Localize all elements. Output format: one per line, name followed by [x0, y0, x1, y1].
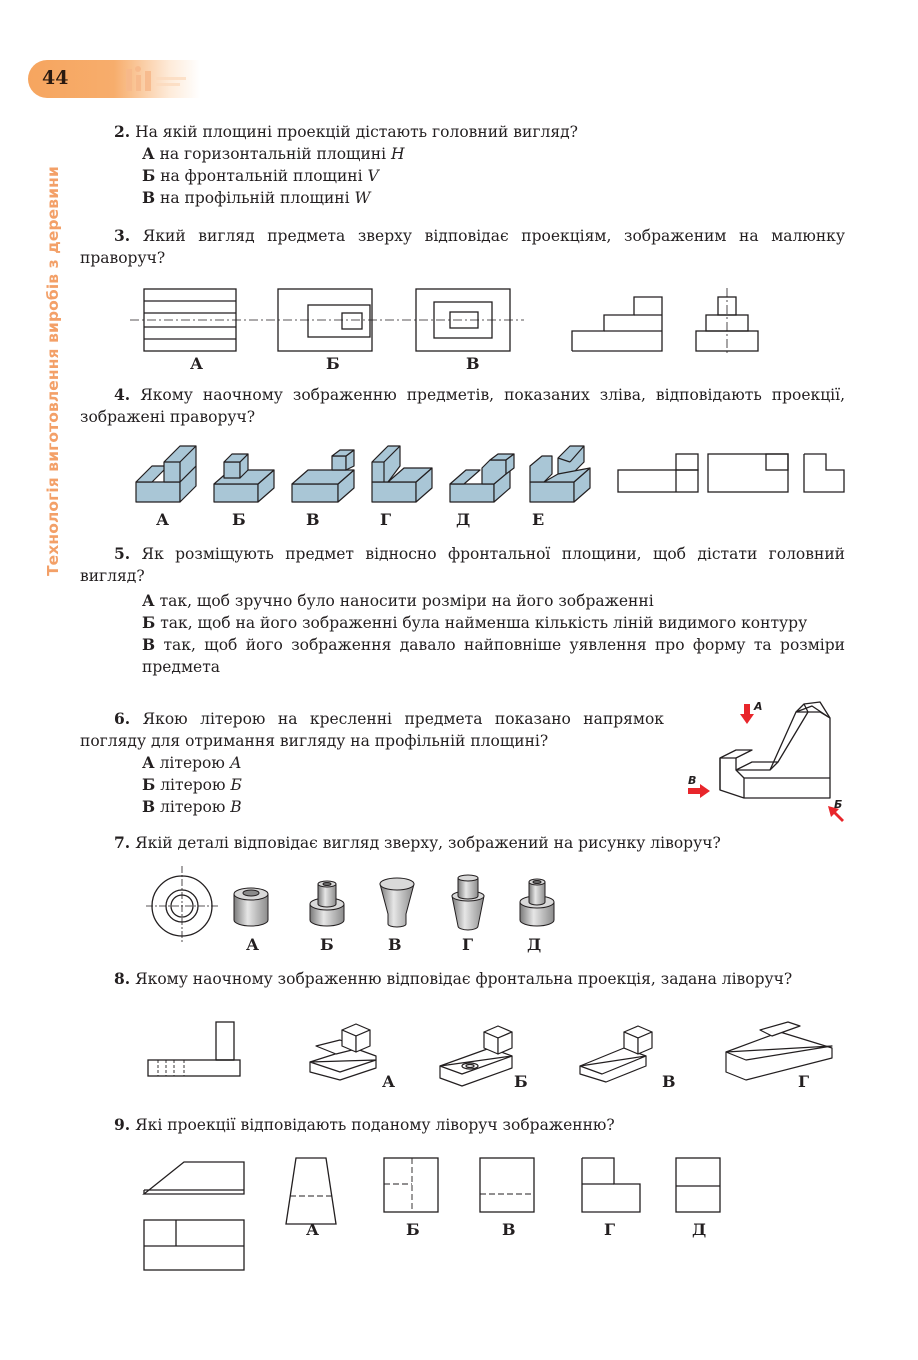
figure-label: А [190, 354, 204, 373]
question-9 [80, 1114, 845, 1136]
answer-option: А літерою А [142, 753, 242, 772]
question-number: 6. [114, 709, 131, 728]
question-text: Якою літерою на кресленні предмета показано напрямок погляду для отримання вигляду на профільній площині? [80, 710, 664, 750]
question-text: Які проекції відповідають поданому ліворуч зображенню? [135, 1116, 615, 1134]
page-number: 44 [42, 67, 69, 89]
question-text: Якому наочному зображенню предметів, показаних зліва, відповідають проекції, зображені праворуч? [80, 386, 846, 426]
answer-option: А так, щоб зручно було наносити розміри на його зображенні [142, 591, 654, 610]
answer-options [80, 143, 845, 209]
figure-label: В [502, 1220, 516, 1239]
figure-label: Г [604, 1220, 616, 1239]
answer-option: Б на фронтальній площині V [142, 166, 379, 185]
figure-label: Б [514, 1072, 528, 1091]
figure-label: Б [406, 1220, 420, 1239]
figure-label: Г [380, 510, 392, 529]
page-number-tab [28, 60, 200, 98]
answer-option: Б літерою Б [142, 775, 242, 794]
answer-option: В так, щоб його зображення давало найповніше уявлення про форму та розміри предмета [142, 635, 846, 676]
figure-label: Е [532, 510, 545, 529]
question-number: 9. [114, 1115, 131, 1134]
figure-label: А [246, 935, 260, 954]
figure-decoration-icon [116, 63, 196, 95]
figure-q6-part-with-arrows [680, 698, 850, 826]
question-number: 8. [114, 969, 131, 988]
question-text: Як розміщують предмет відносно фронтальної площини, щоб дістати головний вигляд? [80, 545, 845, 585]
question-number: 3. [114, 226, 131, 245]
figure-label: А [382, 1072, 396, 1091]
question-4 [80, 384, 845, 428]
question-number: 5. [114, 544, 131, 563]
figure-q4-parts [128, 440, 848, 510]
figure-label: В [466, 354, 480, 373]
question-7 [80, 832, 845, 854]
figure-label: Г [798, 1072, 810, 1091]
figure-label: В [662, 1072, 676, 1091]
question-number: 4. [114, 385, 131, 404]
answer-option: Б так, щоб на його зображенні була найменша кількість ліній видимого контуру [142, 613, 808, 632]
question-number: 7. [114, 833, 131, 852]
question-3 [80, 225, 845, 269]
figure-label: Б [320, 935, 334, 954]
question-8 [80, 968, 845, 990]
figure-label: Г [462, 935, 474, 954]
answer-options [80, 590, 845, 678]
figure-label: А [156, 510, 170, 529]
figure-q3-projections [120, 282, 780, 357]
question-2 [80, 121, 845, 209]
figure-q8-parts [140, 1016, 840, 1092]
question-5 [80, 543, 845, 678]
answer-option: В на профільній площині W [142, 188, 371, 207]
figure-q9-projections [140, 1154, 730, 1274]
figure-q7-parts [140, 864, 580, 944]
figure-label: Д [527, 935, 542, 954]
figure-label: Б [326, 354, 340, 373]
figure-label: А [306, 1220, 320, 1239]
question-text: На якій площині проекцій дістають головний вигляд? [135, 123, 578, 141]
direction-label: B [688, 774, 697, 787]
direction-label: Б [834, 798, 843, 811]
answer-option: А на горизонтальній площині H [142, 144, 405, 163]
figure-label: Б [232, 510, 246, 529]
figure-label: Д [692, 1220, 707, 1239]
figure-label: В [388, 935, 402, 954]
figure-label: В [306, 510, 320, 529]
figure-label: Д [456, 510, 471, 529]
question-text: Який вигляд предмета зверху відповідає проекціям, зображеним на малюнку праворуч? [80, 227, 845, 267]
answer-option: В літерою В [142, 797, 242, 816]
section-side-title: Технологія виготовлення виробів з деревини [44, 166, 62, 576]
answer-options [80, 752, 664, 818]
question-text: Якій деталі відповідає вигляд зверху, зображений на рисунку ліворуч? [135, 834, 721, 852]
question-6 [80, 708, 664, 818]
direction-label: A [754, 700, 763, 713]
question-number: 2. [114, 122, 131, 141]
question-text: Якому наочному зображенню відповідає фронтальна проекція, задана ліворуч? [135, 970, 793, 988]
